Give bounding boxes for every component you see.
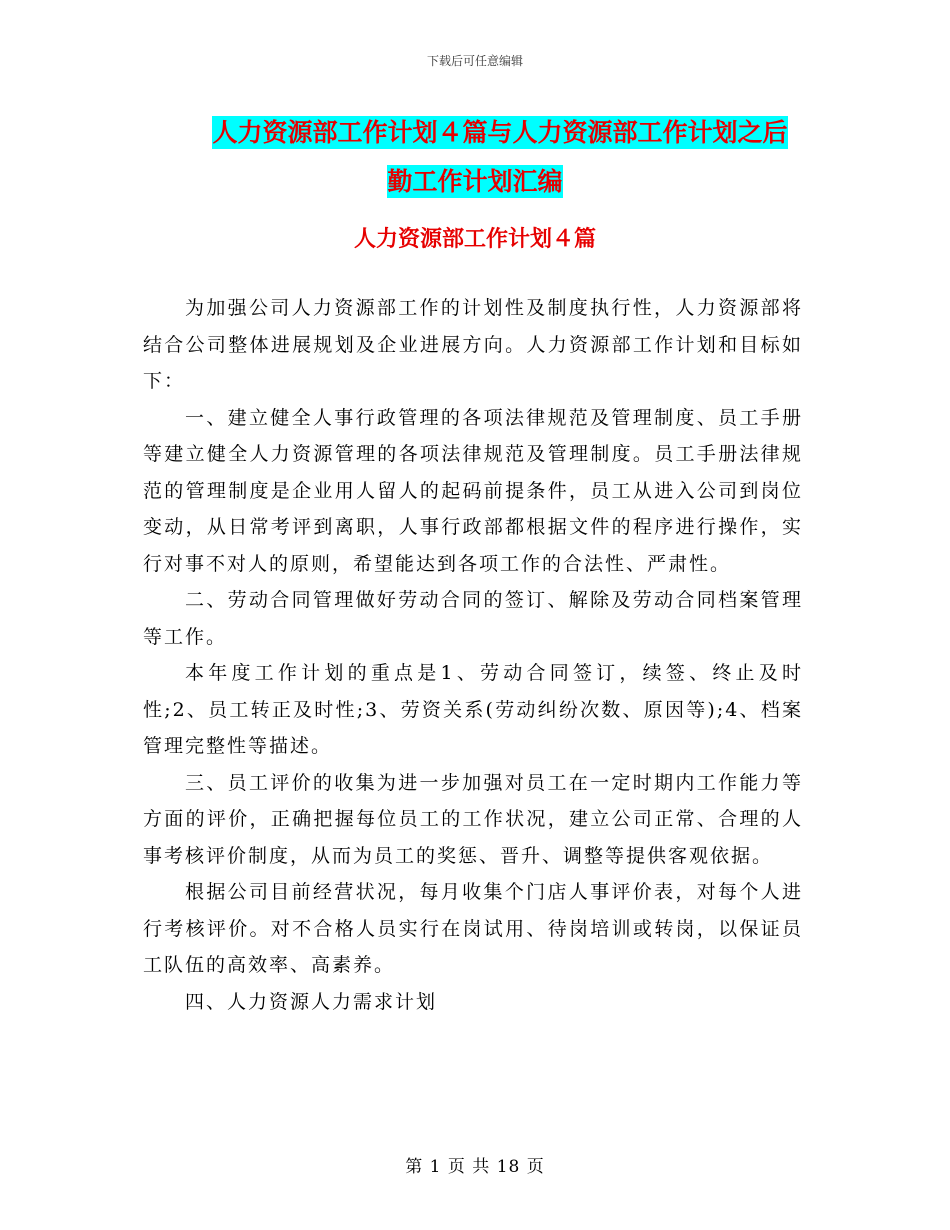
document-title	[0, 112, 950, 202]
paragraph: 二、劳动合同管理做好劳动合同的签订、解除及劳动合同档案管理等工作。	[143, 589, 803, 648]
paragraph: 根据公司目前经营状况，每月收集个门店人事评价表，对每个人进行考核评价。对不合格人员实行在岗试用、待岗培训或转岗，以保证员工队伍的高效率、高素养。	[143, 881, 803, 976]
paragraph: 为加强公司人力资源部工作的计划性及制度执行性，人力资源部将结合公司整体进展规划及企业进展方向。人力资源部工作计划和目标如下：	[143, 297, 803, 392]
title-line-1-wrap	[0, 112, 950, 153]
paragraph: 一、建立健全人事行政管理的各项法律规范及管理制度、员工手册等建立健全人力资源管理的各项法律规范及管理制度。员工手册法律规范的管理制度是企业用人留人的起码前提条件，员工从进入公司到岗位变动，从日常考评到离职，人事行政部都根据文件的程序进行操作，实行对事不对人的原则，希望能达到各项工作的合法性、严肃性。	[143, 406, 803, 575]
section-title: 人力资源部工作计划４篇	[353, 227, 596, 252]
title-line-2-wrap	[0, 161, 950, 202]
paragraph: 本年度工作计划的重点是1、劳动合同签订，续签、终止及时性;2、员工转正及时性;3、劳资关系(劳动纠纷次数、原因等);4、档案管理完整性等描述。	[143, 662, 803, 757]
body-text	[143, 290, 803, 1020]
paragraph: 三、员工评价的收集为进一步加强对员工在一定时期内工作能力等方面的评价，正确把握每位员工的工作状况，建立公司正常、合理的人事考核评价制度，从而为员工的奖惩、晋升、调整等提供客观依据。	[143, 771, 803, 867]
title-line-1: 人力资源部工作计划４篇与人力资源部工作计划之后	[212, 118, 788, 147]
paragraph: 四、人力资源人力需求计划	[185, 990, 438, 1013]
page-number-footer: 第 1 页 共 18 页	[405, 1157, 545, 1177]
title-line-2: 勤工作计划汇编	[387, 167, 563, 196]
header-note: 下载后可任意编辑	[426, 54, 523, 68]
